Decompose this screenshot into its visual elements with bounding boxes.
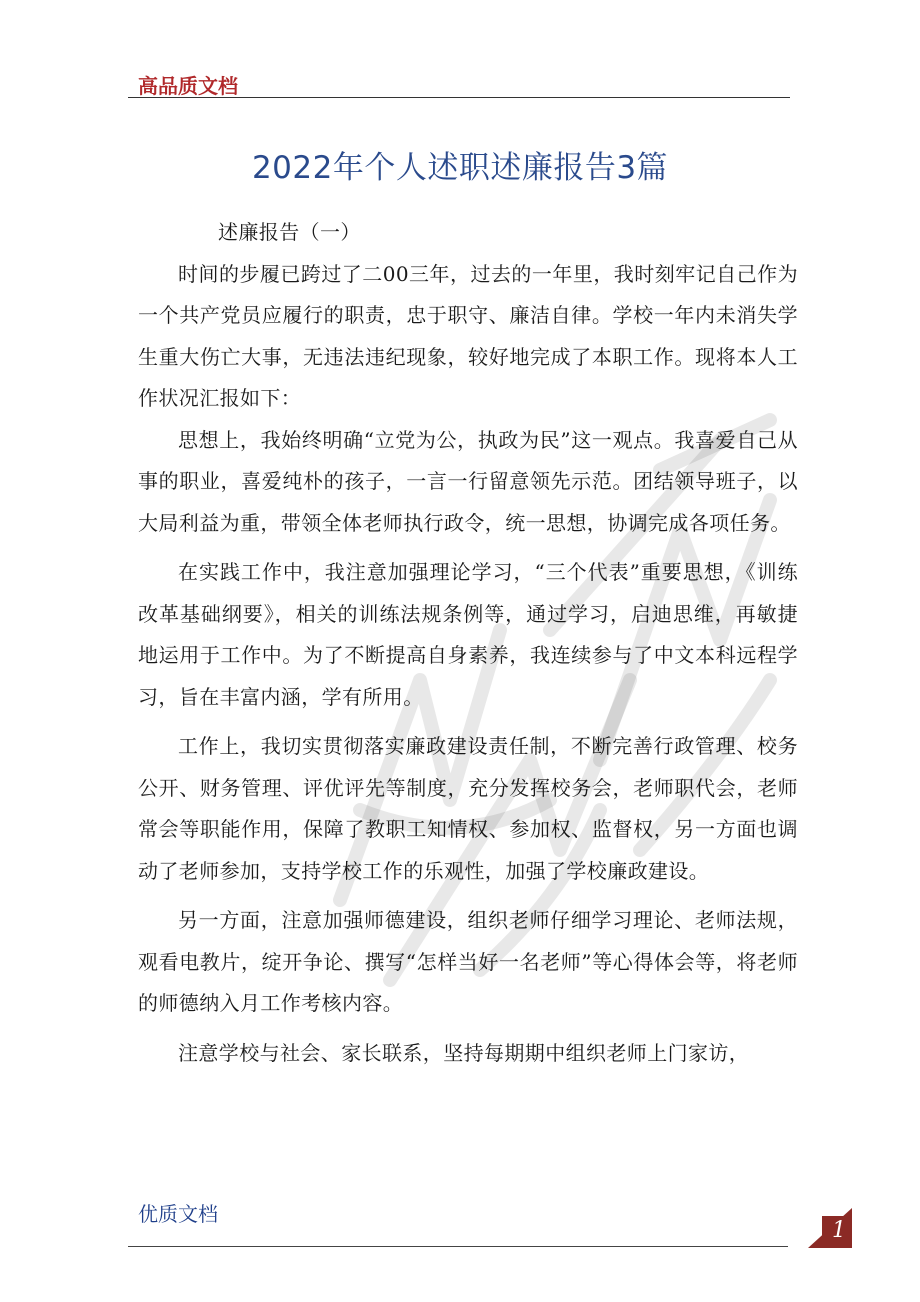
paragraph-1: 时间的步履已跨过了二00三年，过去的一年里，我时刻牢记自己作为一个共产党员应履行的职责，忠于职守、廉洁自律。学校一年内未消失学生重大伤亡大事，无违法违纪现象，较好地完成了本职工作。现将本人工作状况汇报如下： xyxy=(138,261,798,410)
paragraph-4: 工作上，我切实贯彻落实廉政建设责任制，不断完善行政管理、校务公开、财务管理、评优评先等制度，充分发挥校务会，老师职代会，老师常会等职能作用，保障了教职工知情权、参加权、监督权，另一方面也调动了老师参加，支持学校工作的乐观性，加强了学校廉政建设。 xyxy=(138,734,798,883)
paragraph-3: 在实践工作中，我注意加强理论学习，“三个代表”重要思想，《训练改革基础纲要》，相关的训练法规条例等，通过学习，启迪思维，再敏捷地运用于工作中。为了不断提高自身素养，我连续参与了中文本科远程学习，旨在丰富内涵，学有所用。 xyxy=(138,560,798,709)
footer-divider xyxy=(128,1246,788,1247)
page-number: 1 xyxy=(832,1218,846,1243)
paragraph-2: 思想上，我始终明确“立党为公，执政为民”这一观点。我喜爱自己从事的职业，喜爱纯朴的孩子，一言一行留意领先示范。团结领导班子，以大局利益为重，带领全体老师执行政令，统一思想，协调完成各项任务。 xyxy=(138,427,798,535)
header-divider xyxy=(128,97,790,98)
footer-label: 优质文档 xyxy=(138,1202,218,1226)
document-body xyxy=(138,212,798,1074)
paragraph-5: 另一方面，注意加强师德建设，组织老师仔细学习理论、老师法规，观看电教片，绽开争论、撰写“怎样当好一名老师”等心得体会等，将老师的师德纳入月工作考核内容。 xyxy=(138,908,798,1015)
header-label: 高品质文档 xyxy=(138,74,238,98)
document-title: 2022年个人述职述廉报告3篇 xyxy=(251,150,669,186)
section-heading: 述廉报告（一） xyxy=(218,220,361,244)
paragraph-6: 注意学校与社会、家长联系，坚持每期期中组织老师上门家访， xyxy=(178,1040,750,1065)
